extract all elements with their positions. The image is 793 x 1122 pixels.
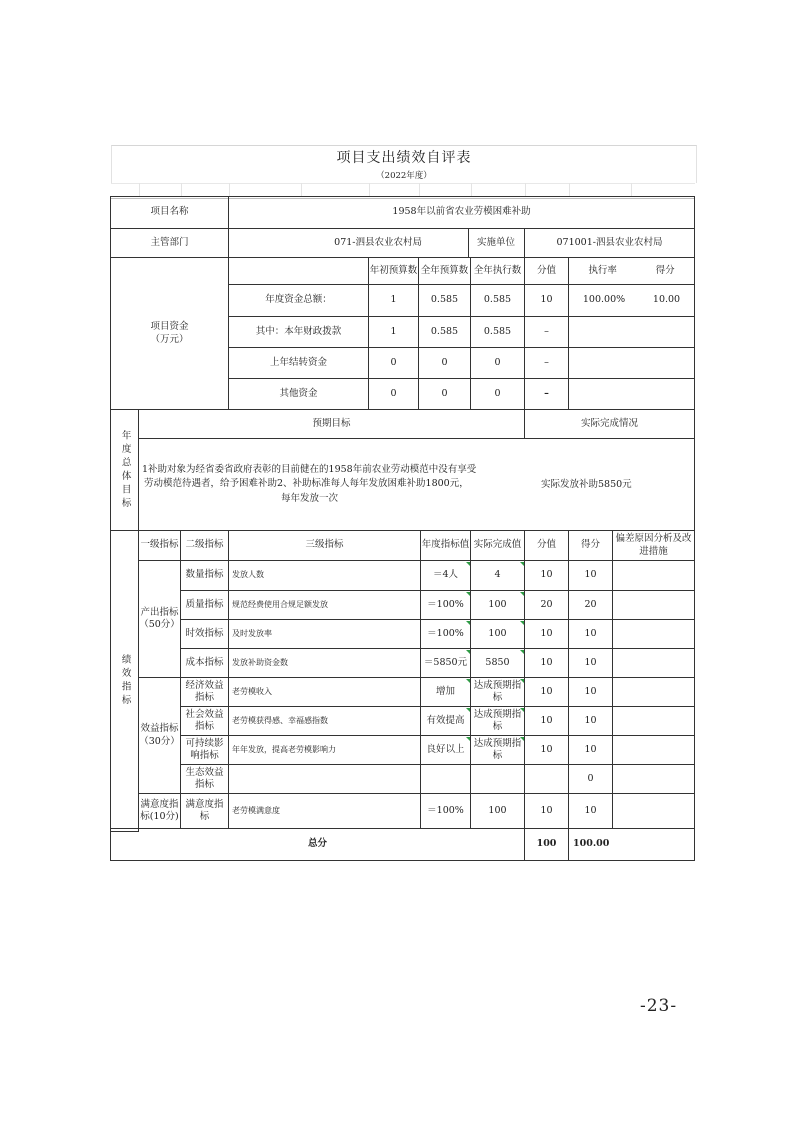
comment-marker-icon bbox=[520, 650, 524, 654]
funds-row-score-value: – bbox=[524, 378, 569, 410]
funds-row-annual: 0.585 bbox=[418, 284, 471, 317]
total-value: 100 bbox=[524, 828, 569, 861]
value-cell: 10 bbox=[524, 793, 569, 829]
value-cell: 10 bbox=[524, 560, 569, 591]
level3-cell bbox=[228, 764, 421, 794]
level2-cell: 质量指标 bbox=[180, 590, 229, 620]
actual-cell: 100 bbox=[470, 793, 525, 829]
comment-marker-icon bbox=[466, 650, 470, 654]
comment-marker-icon bbox=[520, 621, 524, 625]
header-level1: 一级指标 bbox=[138, 530, 181, 561]
target-cell: ＝5850元 bbox=[420, 648, 471, 678]
funds-row-initial: 0 bbox=[368, 378, 419, 410]
level3-cell: 发放补助资金数 bbox=[228, 648, 421, 678]
comment-marker-icon bbox=[520, 708, 524, 712]
reason-cell bbox=[612, 648, 695, 678]
score-cell: 0 bbox=[568, 764, 613, 794]
goals-expected-header: 预期目标 bbox=[138, 409, 525, 439]
funds-row-score-value: – bbox=[524, 316, 569, 348]
funds-row-executed: 0 bbox=[470, 347, 525, 379]
year-label: （2022年度） bbox=[111, 169, 697, 183]
comment-marker-icon bbox=[466, 562, 470, 566]
funds-row-label: 上年结转资金 bbox=[228, 347, 369, 379]
goals-actual-header: 实际完成情况 bbox=[524, 409, 695, 439]
page-number: -23- bbox=[640, 996, 678, 1016]
level2-cell: 数量指标 bbox=[180, 560, 229, 591]
funds-row-score-value: 10 bbox=[524, 284, 569, 317]
goals-expected-text: 1补助对象为经省委省政府表彰的目前健在的1958年前农业劳动模范中没有享受 劳动模范待遇者，给予困难补助2、补助标准每人每年发放困难补助1800元， 每年发放一次 bbox=[142, 464, 477, 504]
goals-side-label: 年度总体目标 bbox=[110, 409, 139, 531]
funds-header-initial: 年初预算数 bbox=[368, 257, 419, 285]
actual-cell: 达成预期指 标 bbox=[470, 735, 525, 765]
target-cell: ＝4人 bbox=[420, 560, 471, 591]
score-cell: 10 bbox=[568, 706, 613, 736]
comment-marker-icon bbox=[466, 621, 470, 625]
comment-marker-icon bbox=[520, 562, 524, 566]
benefit-indicator-label: 效益指标 （30分） bbox=[138, 677, 181, 794]
header-level2: 二级指标 bbox=[180, 530, 229, 561]
comment-marker-icon bbox=[466, 679, 470, 683]
impl-value: 071001-泗县农业农村局 bbox=[524, 228, 695, 258]
funds-row-annual: 0 bbox=[418, 378, 471, 410]
target-cell: ＝100% bbox=[420, 590, 471, 620]
reason-cell bbox=[612, 590, 695, 620]
comment-marker-icon bbox=[466, 737, 470, 741]
score-cell: 10 bbox=[568, 619, 613, 649]
funds-row-executed: 0.585 bbox=[470, 316, 525, 348]
dept-label: 主管部门 bbox=[110, 228, 229, 258]
value-cell: 20 bbox=[524, 590, 569, 620]
value-cell bbox=[524, 764, 569, 794]
reason-cell bbox=[612, 764, 695, 794]
level2-cell: 时效指标 bbox=[180, 619, 229, 649]
funds-header-score-value: 分值 bbox=[524, 257, 569, 285]
project-name-value: 1958年以前省农业劳模困难补助 bbox=[228, 196, 695, 229]
project-name-label: 项目名称 bbox=[110, 196, 229, 229]
funds-row-label: 年度资金总额： bbox=[228, 284, 369, 317]
total-label: 总分 bbox=[110, 828, 525, 861]
indicators-side-label: 绩效指标 bbox=[110, 530, 139, 832]
impl-label: 实施单位 bbox=[468, 228, 525, 258]
total-score: 100.00 bbox=[568, 828, 695, 861]
funds-header-blank bbox=[228, 257, 369, 285]
level3-cell: 规范经费使用合规足额发放 bbox=[228, 590, 421, 620]
funds-row-initial: 1 bbox=[368, 284, 419, 317]
level3-cell: 老劳模满意度 bbox=[228, 793, 421, 829]
header-target: 年度指标值 bbox=[420, 530, 471, 561]
output-indicator-label: 产出指标 （50分） bbox=[138, 560, 181, 678]
table-title: 项目支出绩效自评表 bbox=[111, 145, 697, 170]
funds-row-annual: 0 bbox=[418, 347, 471, 379]
comment-marker-icon bbox=[520, 737, 524, 741]
target-cell: 增加 bbox=[420, 677, 471, 707]
score-cell: 10 bbox=[568, 735, 613, 765]
reason-cell bbox=[612, 735, 695, 765]
actual-cell: 100 bbox=[470, 619, 525, 649]
level2-cell: 成本指标 bbox=[180, 648, 229, 678]
funds-row-initial: 0 bbox=[368, 347, 419, 379]
level2-cell: 生态效益 指标 bbox=[180, 764, 229, 794]
funds-header-annual: 全年预算数 bbox=[418, 257, 471, 285]
reason-cell bbox=[612, 619, 695, 649]
header-actual: 实际完成值 bbox=[470, 530, 525, 561]
header-level3: 三级指标 bbox=[228, 530, 421, 561]
actual-cell: 达成预期指 标 bbox=[470, 706, 525, 736]
score-cell: 20 bbox=[568, 590, 613, 620]
reason-cell bbox=[612, 706, 695, 736]
target-cell: ＝100% bbox=[420, 793, 471, 829]
actual-cell bbox=[470, 764, 525, 794]
value-cell: 10 bbox=[524, 677, 569, 707]
funds-header-score: 得分 bbox=[655, 264, 675, 276]
reason-cell bbox=[612, 677, 695, 707]
actual-cell: 4 bbox=[470, 560, 525, 591]
funds-row-rate-score bbox=[568, 347, 695, 379]
score-cell: 10 bbox=[568, 677, 613, 707]
value-cell: 10 bbox=[524, 619, 569, 649]
target-cell: 良好以上 bbox=[420, 735, 471, 765]
dept-value: 071-泗县农业农村局 bbox=[228, 228, 469, 258]
target-cell bbox=[420, 764, 471, 794]
reason-cell bbox=[612, 560, 695, 591]
funds-row-rate-score bbox=[568, 378, 695, 410]
level3-cell: 老劳模获得感、幸福感指数 bbox=[228, 706, 421, 736]
comment-marker-icon bbox=[520, 679, 524, 683]
target-cell: ＝100% bbox=[420, 619, 471, 649]
comment-marker-icon bbox=[466, 592, 470, 596]
level3-cell: 年年发放，提高老劳模影响力 bbox=[228, 735, 421, 765]
goals-actual-text: 实际发放补助5850元 bbox=[541, 479, 632, 490]
value-cell: 10 bbox=[524, 648, 569, 678]
actual-cell: 达成预期指 标 bbox=[470, 677, 525, 707]
funds-header-executed: 全年执行数 bbox=[470, 257, 525, 285]
funds-row-label: 其他资金 bbox=[228, 378, 369, 410]
funds-row-annual: 0.585 bbox=[418, 316, 471, 348]
level2-cell: 经济效益 指标 bbox=[180, 677, 229, 707]
value-cell: 10 bbox=[524, 735, 569, 765]
score-cell: 10 bbox=[568, 648, 613, 678]
funds-header-rate: 执行率 bbox=[588, 264, 617, 276]
header-reason: 偏差原因分析及改进措施 bbox=[612, 530, 695, 561]
score-cell: 10 bbox=[568, 560, 613, 591]
satisfaction-indicator-label: 满意度指 标(10分) bbox=[138, 793, 181, 829]
header-value: 分值 bbox=[524, 530, 569, 561]
level2-cell: 社会效益 指标 bbox=[180, 706, 229, 736]
level3-cell: 及时发放率 bbox=[228, 619, 421, 649]
score-cell: 10 bbox=[568, 793, 613, 829]
comment-marker-icon bbox=[520, 592, 524, 596]
funds-header-rate-score bbox=[568, 257, 695, 285]
funds-row-executed: 0.585 bbox=[470, 284, 525, 317]
comment-marker-icon bbox=[466, 708, 470, 712]
funds-row-rate-score bbox=[568, 284, 695, 317]
funds-label: 项目资金 （万元） bbox=[110, 257, 229, 410]
funds-row-score: 10.00 bbox=[652, 294, 681, 306]
level2-cell: 满意度指 标 bbox=[180, 793, 229, 829]
header-score: 得分 bbox=[568, 530, 613, 561]
funds-row-score-value: – bbox=[524, 347, 569, 379]
level3-cell: 发放人数 bbox=[228, 560, 421, 591]
actual-cell: 100 bbox=[470, 590, 525, 620]
value-cell: 10 bbox=[524, 706, 569, 736]
funds-row-executed: 0 bbox=[470, 378, 525, 410]
actual-cell: 5850 bbox=[470, 648, 525, 678]
funds-row-rate: 100.00% bbox=[582, 294, 626, 306]
level2-cell: 可持续影 响指标 bbox=[180, 735, 229, 765]
funds-row-initial: 1 bbox=[368, 316, 419, 348]
funds-row-rate-score bbox=[568, 316, 695, 348]
funds-row-label: 其中：本年财政拨款 bbox=[228, 316, 369, 348]
target-cell: 有效提高 bbox=[420, 706, 471, 736]
reason-cell bbox=[612, 793, 695, 829]
level3-cell: 老劳模收入 bbox=[228, 677, 421, 707]
